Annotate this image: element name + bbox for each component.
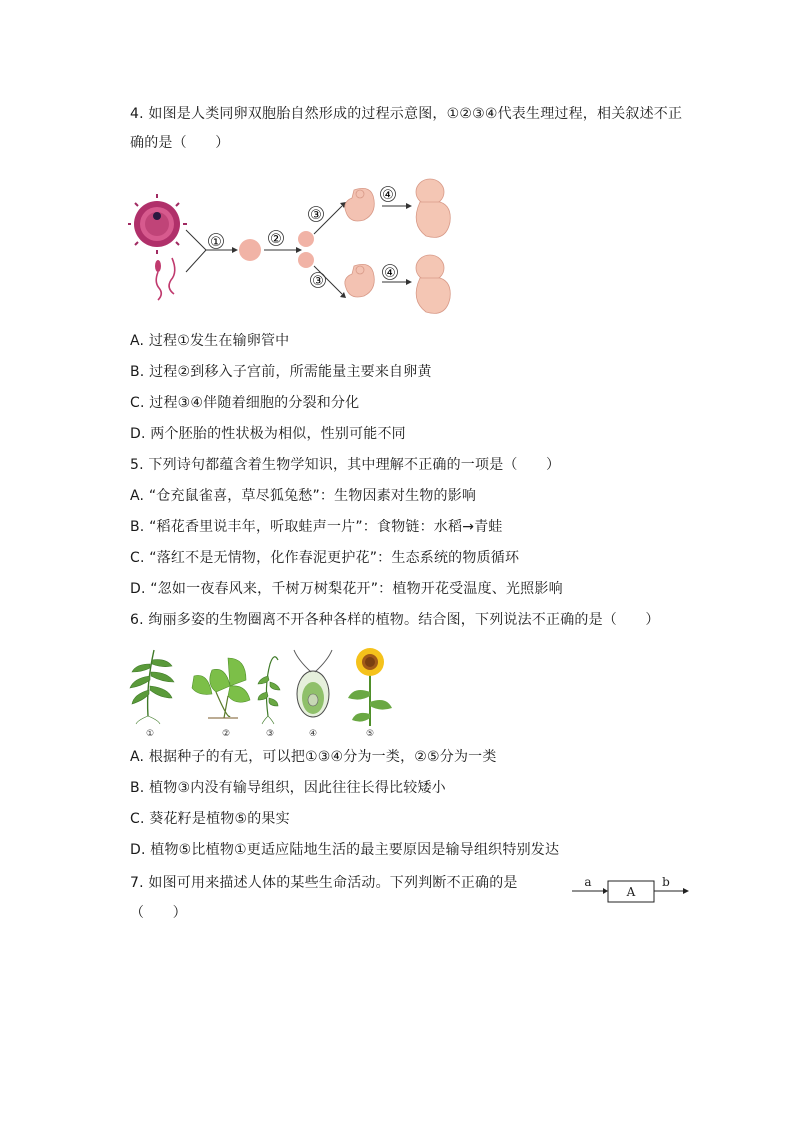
twin-development-diagram <box>128 176 458 320</box>
q7-stem-line2: （ ） <box>130 905 187 921</box>
plant-label-1: ① <box>145 729 155 738</box>
embryo-bottom-icon <box>345 264 374 297</box>
plant-label-3: ③ <box>265 729 275 738</box>
q5-option-b: B. “稻花香里说丰年，听取蛙声一片”：食物链：水稻→青蛙 <box>130 519 503 535</box>
split-cell-bottom-icon <box>298 252 314 268</box>
step-label-3-bottom: ③ <box>312 274 324 289</box>
box-label: A <box>626 885 636 899</box>
q6-option-c: C. 葵花籽是植物⑤的果实 <box>130 811 290 827</box>
q5-stem: 5. 下列诗句都蕴含着生物学知识，其中理解不正确的一项是（ ） <box>130 457 561 473</box>
moss-icon <box>258 657 280 724</box>
egg-cell-icon <box>128 194 187 254</box>
q5-option-d: D. “忽如一夜春风来，千树万树梨花开”：植物开花受温度、光照影响 <box>130 581 563 597</box>
sunflower-icon <box>348 648 392 726</box>
input-label: a <box>584 875 592 889</box>
q4-option-a: A. 过程①发生在输卵管中 <box>130 333 290 349</box>
fetus-bottom-icon <box>416 255 450 313</box>
step-label-1: ① <box>210 235 222 250</box>
sperm-cell-icon <box>155 258 175 300</box>
plant-label-4: ④ <box>308 729 318 738</box>
q5-option-c: C. “落红不是无情物，化作春泥更护花”：生态系统的物质循环 <box>130 550 520 566</box>
chlamydomonas-icon <box>294 650 332 717</box>
plant-label-2: ② <box>221 729 231 738</box>
fern-icon <box>130 650 174 724</box>
q6-stem: 6. 绚丽多姿的生物圈离不开各种各样的植物。结合图，下列说法不正确的是（ ） <box>130 612 660 628</box>
output-label: b <box>662 875 670 889</box>
q5-option-a: A. “仓充鼠雀喜，草尽狐兔愁”：生物因素对生物的影响 <box>130 488 477 504</box>
step-label-4-top: ④ <box>382 188 394 203</box>
q4-stem-line1: 4. 如图是人类同卵双胞胎自然形成的过程示意图，①②③④代表生理过程，相关叙述不正 <box>130 106 683 122</box>
q6-option-b: B. 植物③内没有输导组织，因此往往长得比较矮小 <box>130 780 446 796</box>
q4-option-b: B. 过程②到移入子宫前，所需能量主要来自卵黄 <box>130 364 432 380</box>
ginkgo-icon <box>192 658 250 718</box>
zygote-icon <box>239 239 261 261</box>
q6-option-a: A. 根据种子的有无，可以把①③④分为一类，②⑤分为一类 <box>130 749 497 765</box>
q4-option-d: D. 两个胚胎的性状极为相似，性别可能不同 <box>130 426 406 442</box>
q6-option-d: D. 植物⑤比植物①更适应陆地生活的最主要原因是输导组织特别发达 <box>130 842 560 858</box>
q4-option-c: C. 过程③④伴随着细胞的分裂和分化 <box>130 395 360 411</box>
input-output-diagram <box>570 872 694 906</box>
step-label-2: ② <box>270 232 282 247</box>
plant-label-5: ⑤ <box>365 729 375 738</box>
q4-stem-line2: 确的是（ ） <box>130 135 230 151</box>
q7-stem-line1: 7. 如图可用来描述人体的某些生命活动。下列判断不正确的是 <box>130 875 518 891</box>
plants-diagram <box>128 646 398 738</box>
split-cell-top-icon <box>298 231 314 247</box>
embryo-top-icon <box>345 188 374 221</box>
step-label-3-top: ③ <box>310 208 322 223</box>
step-label-4-bottom: ④ <box>384 266 396 281</box>
fetus-top-icon <box>416 179 450 237</box>
